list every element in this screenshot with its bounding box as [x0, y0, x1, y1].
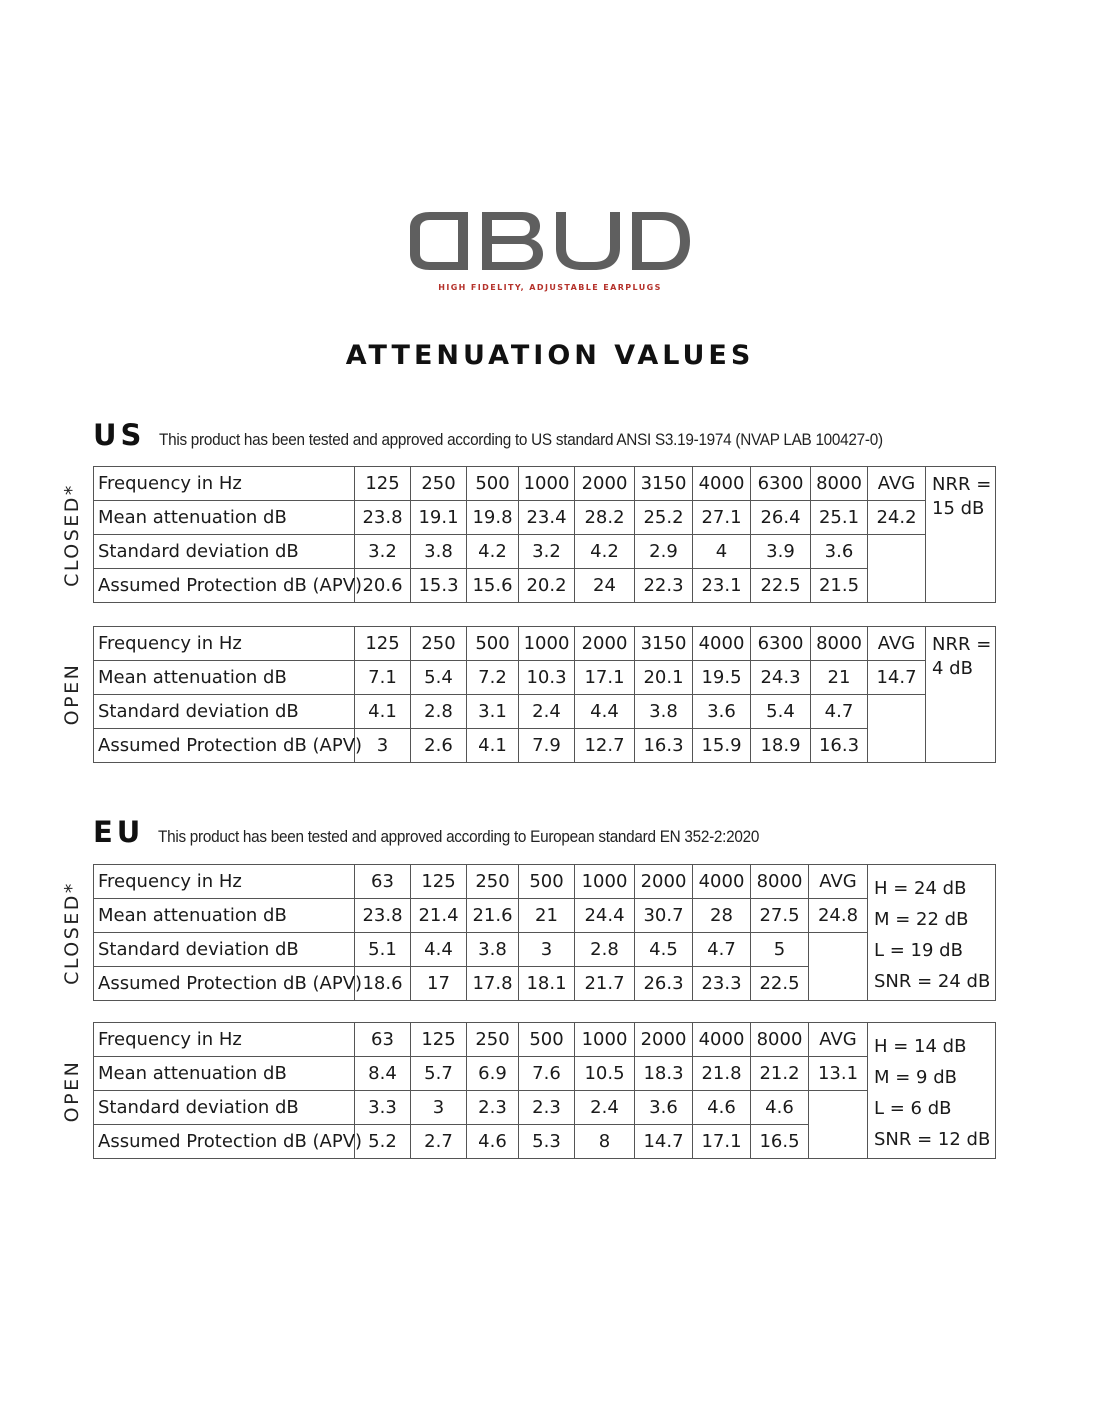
- mean-row: [94, 661, 996, 695]
- value-cell: 21: [811, 661, 868, 695]
- std-row: [94, 695, 996, 729]
- header-cell: 2000: [575, 627, 635, 661]
- avg-cell: 24.2: [868, 501, 926, 535]
- value-cell: 4.6: [751, 1091, 809, 1125]
- value-cell: 2.7: [411, 1125, 467, 1159]
- h-value: H = 24 dB: [874, 878, 967, 899]
- value-cell: 7.9: [519, 729, 575, 763]
- value-cell: 8.4: [355, 1057, 411, 1091]
- value-cell: 20.1: [635, 661, 693, 695]
- row-label: Standard deviation dB: [94, 933, 355, 967]
- value-cell: 15.9: [693, 729, 751, 763]
- value-cell: 4.4: [411, 933, 467, 967]
- value-cell: 3.2: [355, 535, 411, 569]
- value-cell: 20.2: [519, 569, 575, 603]
- value-cell: 21.6: [467, 899, 519, 933]
- us-closed-table: [93, 466, 996, 603]
- row-label: Frequency in Hz: [94, 467, 355, 501]
- snr-summary: [868, 1023, 996, 1159]
- value-cell: 4.5: [635, 933, 693, 967]
- header-cell-avg: AVG: [809, 1023, 868, 1057]
- snr-value: SNR = 24 dB: [874, 971, 991, 992]
- header-cell: 1000: [575, 1023, 635, 1057]
- header-cell: 4000: [693, 627, 751, 661]
- header-cell: 125: [411, 865, 467, 899]
- value-cell: 21.4: [411, 899, 467, 933]
- value-cell: 4.1: [467, 729, 519, 763]
- us-open-table: [93, 626, 996, 763]
- value-cell: 17: [411, 967, 467, 1001]
- empty-cell: [809, 933, 868, 1001]
- value-cell: 8: [575, 1125, 635, 1159]
- l-value: L = 19 dB: [874, 940, 963, 961]
- value-cell: 3: [355, 729, 411, 763]
- header-cell: 8000: [751, 1023, 809, 1057]
- value-cell: 25.2: [635, 501, 693, 535]
- value-cell: 22.5: [751, 967, 809, 1001]
- value-cell: 24.4: [575, 899, 635, 933]
- value-cell: 4.2: [467, 535, 519, 569]
- value-cell: 17.8: [467, 967, 519, 1001]
- value-cell: 3.6: [693, 695, 751, 729]
- empty-cell: [868, 535, 926, 603]
- value-cell: 2.4: [575, 1091, 635, 1125]
- value-cell: 10.3: [519, 661, 575, 695]
- value-cell: 5.1: [355, 933, 411, 967]
- header-cell: 250: [411, 467, 467, 501]
- value-cell: 21.5: [811, 569, 868, 603]
- value-cell: 20.6: [355, 569, 411, 603]
- header-cell: 6300: [751, 467, 811, 501]
- value-cell: 15.3: [411, 569, 467, 603]
- row-label: Assumed Protection dB (APV): [94, 569, 355, 603]
- value-cell: 3.8: [467, 933, 519, 967]
- value-cell: 5.2: [355, 1125, 411, 1159]
- empty-cell: [868, 695, 926, 763]
- row-label: Mean attenuation dB: [94, 899, 355, 933]
- l-value: L = 6 dB: [874, 1098, 952, 1119]
- value-cell: 18.3: [635, 1057, 693, 1091]
- row-label: Mean attenuation dB: [94, 1057, 355, 1091]
- m-value: M = 9 dB: [874, 1067, 958, 1088]
- header-cell: 250: [411, 627, 467, 661]
- value-cell: 21.7: [575, 967, 635, 1001]
- value-cell: 7.6: [519, 1057, 575, 1091]
- value-cell: 2.8: [575, 933, 635, 967]
- value-cell: 23.1: [693, 569, 751, 603]
- value-cell: 5.4: [411, 661, 467, 695]
- value-cell: 2.9: [635, 535, 693, 569]
- value-cell: 5.3: [519, 1125, 575, 1159]
- value-cell: 28.2: [575, 501, 635, 535]
- apv-row: [94, 569, 996, 603]
- header-cell: 500: [519, 1023, 575, 1057]
- value-cell: 16.3: [635, 729, 693, 763]
- row-label: Standard deviation dB: [94, 535, 355, 569]
- header-cell: 500: [467, 627, 519, 661]
- row-label: Standard deviation dB: [94, 1091, 355, 1125]
- value-cell: 23.4: [519, 501, 575, 535]
- header-cell: 2000: [635, 1023, 693, 1057]
- header-cell-avg: AVG: [809, 865, 868, 899]
- header-cell: 4000: [693, 865, 751, 899]
- value-cell: 7.2: [467, 661, 519, 695]
- us-section-code: US: [93, 418, 146, 452]
- value-cell: 27.5: [751, 899, 809, 933]
- header-cell: 8000: [811, 467, 868, 501]
- header-cell: 125: [411, 1023, 467, 1057]
- eu-section-header: [93, 815, 826, 851]
- frequency-row: [94, 865, 996, 899]
- snr-value: SNR = 12 dB: [874, 1129, 991, 1150]
- value-cell: 2.8: [411, 695, 467, 729]
- value-cell: 23.3: [693, 967, 751, 1001]
- value-cell: 4.6: [693, 1091, 751, 1125]
- header-cell: 3150: [635, 627, 693, 661]
- value-cell: 16.5: [751, 1125, 809, 1159]
- value-cell: 17.1: [693, 1125, 751, 1159]
- value-cell: 28: [693, 899, 751, 933]
- value-cell: 18.6: [355, 967, 411, 1001]
- value-cell: 12.7: [575, 729, 635, 763]
- value-cell: 19.5: [693, 661, 751, 695]
- snr-summary: [868, 865, 996, 1001]
- value-cell: 30.7: [635, 899, 693, 933]
- std-row: [94, 1091, 996, 1125]
- avg-cell: 24.8: [809, 899, 868, 933]
- row-label: Assumed Protection dB (APV): [94, 1125, 355, 1159]
- value-cell: 4.2: [575, 535, 635, 569]
- mean-row: [94, 501, 996, 535]
- value-cell: 10.5: [575, 1057, 635, 1091]
- header-cell: 2000: [635, 865, 693, 899]
- value-cell: 22.5: [751, 569, 811, 603]
- header-cell: 250: [467, 1023, 519, 1057]
- header-cell: 500: [467, 467, 519, 501]
- value-cell: 3.8: [635, 695, 693, 729]
- value-cell: 3.9: [751, 535, 811, 569]
- value-cell: 19.8: [467, 501, 519, 535]
- header-cell: 6300: [751, 627, 811, 661]
- value-cell: 26.4: [751, 501, 811, 535]
- header-cell: 1000: [575, 865, 635, 899]
- value-cell: 17.1: [575, 661, 635, 695]
- value-cell: 26.3: [635, 967, 693, 1001]
- value-cell: 7.1: [355, 661, 411, 695]
- value-cell: 18.1: [519, 967, 575, 1001]
- value-cell: 5: [751, 933, 809, 967]
- value-cell: 2.4: [519, 695, 575, 729]
- value-cell: 24: [575, 569, 635, 603]
- us-section-note: This product has been tested and approved according to US standard ANSI S3.19-1974 (NVAP LAB 100427-0): [159, 430, 884, 449]
- value-cell: 2.3: [519, 1091, 575, 1125]
- row-label: Assumed Protection dB (APV): [94, 967, 355, 1001]
- dbud-logo-graphic: [410, 208, 690, 274]
- value-cell: 3.2: [519, 535, 575, 569]
- header-cell: 8000: [751, 865, 809, 899]
- eu-section-code: EU: [93, 815, 145, 849]
- header-cell: 500: [519, 865, 575, 899]
- avg-cell: 14.7: [868, 661, 926, 695]
- row-label: Mean attenuation dB: [94, 661, 355, 695]
- header-cell: 3150: [635, 467, 693, 501]
- value-cell: 18.9: [751, 729, 811, 763]
- frequency-row: [94, 627, 996, 661]
- empty-cell: [809, 1091, 868, 1159]
- std-row: [94, 535, 996, 569]
- header-cell: 4000: [693, 1023, 751, 1057]
- header-cell: 8000: [811, 627, 868, 661]
- value-cell: 5.4: [751, 695, 811, 729]
- value-cell: 21.2: [751, 1057, 809, 1091]
- value-cell: 25.1: [811, 501, 868, 535]
- value-cell: 3.3: [355, 1091, 411, 1125]
- brand-tagline: HIGH FIDELITY, ADJUSTABLE EARPLUGS: [438, 283, 662, 292]
- mean-row: [94, 899, 996, 933]
- frequency-row: [94, 467, 996, 501]
- value-cell: 2.6: [411, 729, 467, 763]
- value-cell: 14.7: [635, 1125, 693, 1159]
- value-cell: 4.4: [575, 695, 635, 729]
- nrr-summary: NRR = 4 dB: [926, 627, 996, 763]
- value-cell: 3.6: [635, 1091, 693, 1125]
- eu-closed-table: [93, 864, 996, 1001]
- value-cell: 21.8: [693, 1057, 751, 1091]
- eu-open-table: [93, 1022, 996, 1159]
- h-value: H = 14 dB: [874, 1036, 967, 1057]
- value-cell: 22.3: [635, 569, 693, 603]
- value-cell: 4: [693, 535, 751, 569]
- header-cell: 4000: [693, 467, 751, 501]
- header-cell: 63: [355, 1023, 411, 1057]
- nrr-summary: NRR = 15 dB: [926, 467, 996, 603]
- value-cell: 4.7: [811, 695, 868, 729]
- row-label: Frequency in Hz: [94, 1023, 355, 1057]
- value-cell: 21: [519, 899, 575, 933]
- value-cell: 23.8: [355, 501, 411, 535]
- header-cell: 1000: [519, 627, 575, 661]
- std-row: [94, 933, 996, 967]
- value-cell: 3.8: [411, 535, 467, 569]
- header-cell: 125: [355, 627, 411, 661]
- page-title: ATTENUATION VALUES: [345, 340, 755, 371]
- value-cell: 16.3: [811, 729, 868, 763]
- apv-row: [94, 729, 996, 763]
- value-cell: 3: [411, 1091, 467, 1125]
- us-section-header: [93, 418, 964, 454]
- value-cell: 2.3: [467, 1091, 519, 1125]
- row-label: Frequency in Hz: [94, 627, 355, 661]
- row-label: Assumed Protection dB (APV): [94, 729, 355, 763]
- header-cell-avg: AVG: [868, 627, 926, 661]
- m-value: M = 22 dB: [874, 909, 969, 930]
- value-cell: 6.9: [467, 1057, 519, 1091]
- mean-row: [94, 1057, 996, 1091]
- header-cell: 1000: [519, 467, 575, 501]
- value-cell: 3.6: [811, 535, 868, 569]
- header-cell: 63: [355, 865, 411, 899]
- avg-cell: 13.1: [809, 1057, 868, 1091]
- value-cell: 5.7: [411, 1057, 467, 1091]
- value-cell: 4.6: [467, 1125, 519, 1159]
- value-cell: 3.1: [467, 695, 519, 729]
- value-cell: 3: [519, 933, 575, 967]
- header-cell: 250: [467, 865, 519, 899]
- header-cell-avg: AVG: [868, 467, 926, 501]
- value-cell: 24.3: [751, 661, 811, 695]
- header-cell: 2000: [575, 467, 635, 501]
- value-cell: 27.1: [693, 501, 751, 535]
- frequency-row: [94, 1023, 996, 1057]
- row-label: Frequency in Hz: [94, 865, 355, 899]
- value-cell: 4.1: [355, 695, 411, 729]
- eu-section-note: This product has been tested and approved according to European standard EN 352-2:2020: [158, 827, 760, 846]
- value-cell: 19.1: [411, 501, 467, 535]
- row-label: Standard deviation dB: [94, 695, 355, 729]
- value-cell: 4.7: [693, 933, 751, 967]
- value-cell: 15.6: [467, 569, 519, 603]
- row-label: Mean attenuation dB: [94, 501, 355, 535]
- header-cell: 125: [355, 467, 411, 501]
- value-cell: 23.8: [355, 899, 411, 933]
